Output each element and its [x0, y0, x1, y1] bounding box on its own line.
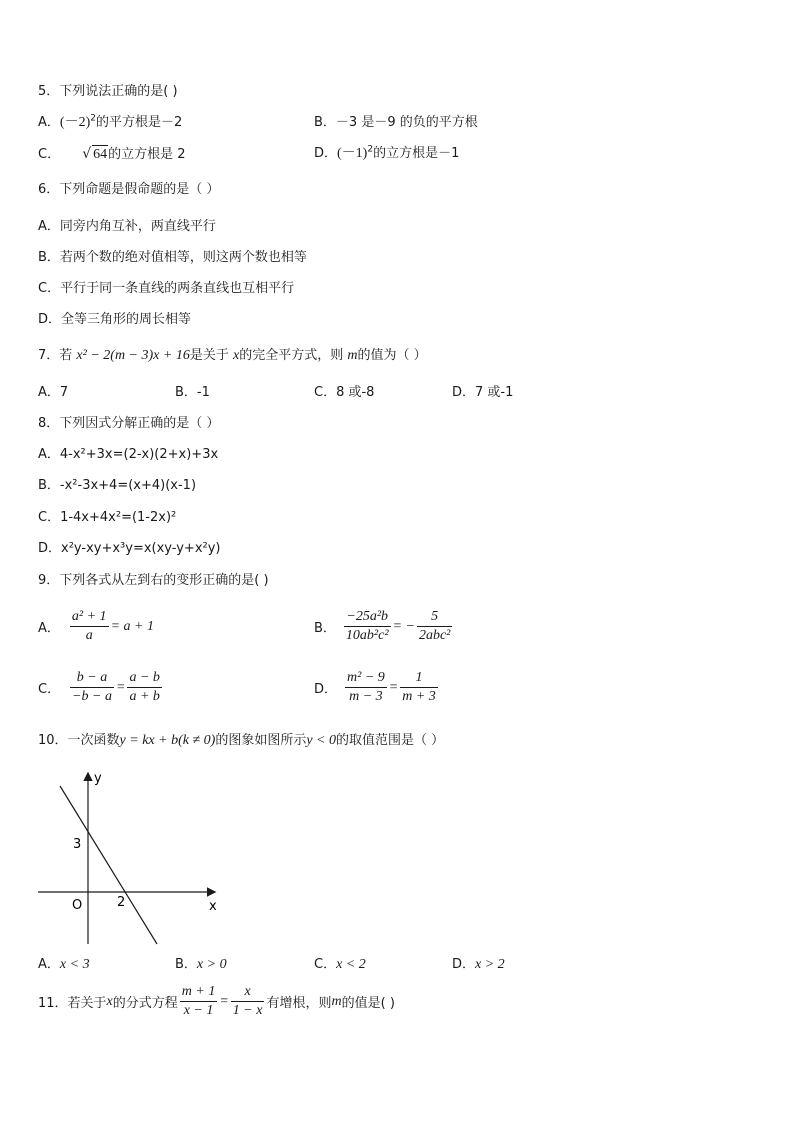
q10-d-expr: x > 2 — [475, 957, 505, 972]
q10-cond: y < 0 — [306, 733, 336, 748]
q6-stem: 6．下列命题是假命题的是（ ） — [38, 182, 220, 197]
q5-d-text: 的立方根是－1 — [373, 146, 460, 161]
q9-option-d — [314, 669, 440, 706]
q9-d-label: D． — [314, 682, 338, 697]
q5-option-b — [314, 114, 478, 132]
q9-a-fraction — [70, 608, 109, 645]
q10-option-c — [314, 956, 366, 974]
q5-b-text: －3 是－9 的负的平方根 — [335, 115, 478, 130]
q9-c-den: −b − a — [72, 689, 112, 704]
q6-option-c: C．平行于同一条直线的两条直线也互相平行 — [38, 281, 295, 296]
q5-d-exp: 2 — [367, 144, 374, 155]
q9-a-num: a² + 1 — [70, 608, 109, 627]
q7-option-d: D．7 或-1 — [452, 385, 514, 400]
q9-d-rnum: 1 — [400, 669, 438, 688]
q10-b-label: B． — [175, 957, 197, 972]
q10-option-b — [175, 956, 227, 974]
q10-b-expr: x > 0 — [196, 957, 227, 972]
q9-c-rnum: a − b — [127, 669, 161, 688]
q5-c-rad: 64 — [93, 147, 108, 162]
q10-mid: 的图象如图所示 — [215, 733, 307, 748]
function-line — [60, 786, 157, 944]
q10-d-label: D． — [452, 957, 476, 972]
sqrt-icon: √ — [82, 146, 92, 162]
q8-option-b: B．-x²-3x+4=(x+4)(x-1) — [38, 478, 197, 493]
q5-option-d — [314, 145, 459, 163]
q9-a-den: a — [85, 628, 93, 643]
q9-c-fraction-left — [70, 669, 114, 706]
q5-option-a — [38, 114, 182, 132]
q10-suffix: 的取值范围是（ ） — [336, 733, 445, 748]
q10-option-a — [38, 956, 90, 974]
q9-b-eq: = − — [392, 618, 415, 634]
q11-mid: 的分式方程 — [112, 996, 178, 1011]
q9-c-label: C． — [38, 682, 61, 697]
x-axis-label: x — [209, 899, 217, 914]
q8-option-d: D．x²y-xy+x³y=x(xy-y+x²y) — [38, 541, 221, 556]
q11-stem — [38, 983, 395, 1020]
origin-label: O — [72, 898, 83, 913]
q6-option-d: D．全等三角形的周长相等 — [38, 312, 192, 327]
q11-mid2: 有增根，则 — [266, 996, 332, 1011]
q5-a-label: A． — [38, 115, 60, 130]
q7-var-x: x — [232, 348, 240, 363]
q10-expr: y = kx + b(k ≠ 0) — [119, 733, 216, 748]
y-axis-label: y — [94, 771, 102, 786]
q10-option-d — [452, 956, 505, 974]
q9-d-den: m − 3 — [349, 689, 383, 704]
q10-a-expr: x < 3 — [59, 957, 90, 972]
q9-a-rhs: = a + 1 — [110, 618, 154, 634]
q6-option-b: B．若两个数的绝对值相等，则这两个数也相等 — [38, 250, 307, 265]
q9-option-a — [38, 608, 154, 645]
q9-c-eq: = — [115, 679, 126, 695]
q6-option-a: A．同旁内角互补，两直线平行 — [38, 219, 216, 234]
q10-a-label: A． — [38, 957, 60, 972]
q9-b-den: 10ab²c² — [345, 628, 389, 643]
q9-d-rden: m + 3 — [402, 689, 436, 704]
q9-stem: 9．下列各式从左到右的变形正确的是( ) — [38, 573, 269, 588]
q9-d-num: m² − 9 — [345, 669, 387, 688]
q5-d-label: D． — [314, 146, 338, 161]
q5-c-text: 的立方根是 2 — [108, 147, 186, 162]
q9-option-c — [38, 669, 164, 706]
q11-eq: = — [219, 993, 229, 1009]
q11-lnum: m + 1 — [180, 983, 218, 1002]
q10-prefix: 10．一次函数 — [38, 733, 120, 748]
q11-suffix: 的值是( ) — [341, 996, 395, 1011]
q9-c-rden: a + b — [129, 689, 160, 704]
q5-b-label: B． — [314, 115, 336, 130]
q9-b-rnum: 5 — [417, 608, 452, 627]
q7-stem — [38, 347, 427, 365]
x-intercept-label: 2 — [117, 895, 126, 910]
q9-a-label: A． — [38, 621, 60, 636]
q5-c-label: C． — [38, 147, 61, 162]
q10-c-expr: x < 2 — [336, 957, 366, 972]
q9-b-num: −25a²b — [344, 608, 391, 627]
q7-mid2: 的完全平方式，则 — [239, 348, 344, 363]
q9-d-eq: = — [388, 679, 399, 695]
q8-option-a: A．4-x²+3x=(2-x)(2+x)+3x — [38, 447, 219, 462]
q9-b-label: B． — [314, 621, 336, 636]
q11-lden: x − 1 — [183, 1003, 214, 1018]
q9-b-fraction-left — [344, 608, 391, 645]
q7-prefix: 7．若 — [38, 348, 73, 363]
q11-prefix: 11．若关于 — [38, 996, 107, 1011]
q5-a-exp: 2 — [90, 113, 96, 124]
q11-rnum: x — [231, 983, 265, 1002]
q7-expr: x² − 2(m − 3)x + 16 — [76, 348, 190, 363]
q7-suffix: 的值为（ ） — [357, 348, 427, 363]
y-intercept-label: 3 — [73, 837, 82, 852]
q9-c-num: b − a — [70, 669, 114, 688]
q10-graph — [30, 764, 230, 950]
q7-mid: 是关于 — [189, 348, 229, 363]
q9-option-b — [314, 608, 454, 645]
q5-stem: 5．下列说法正确的是( ) — [38, 84, 178, 99]
q9-b-rden: 2abc² — [418, 628, 451, 643]
q9-c-fraction-right — [127, 669, 161, 706]
q11-var-m: m — [331, 993, 342, 1009]
q10-c-label: C． — [314, 957, 337, 972]
q5-a-text: 的平方根是－2 — [95, 115, 183, 130]
q7-option-a: A．7 — [38, 385, 69, 400]
q7-option-b: B．-1 — [175, 385, 210, 400]
q11-fraction-right — [231, 983, 265, 1020]
q11-rden: 1 − x — [232, 1003, 263, 1018]
q10-stem — [38, 732, 444, 750]
q7-option-c: C．8 或-8 — [314, 385, 375, 400]
q5-option-c — [38, 145, 186, 164]
q8-stem: 8．下列因式分解正确的是（ ） — [38, 416, 220, 431]
q7-var-m: m — [347, 348, 358, 363]
q5-a-expr: (－2) — [59, 115, 91, 130]
q9-d-fraction-left — [345, 669, 387, 706]
q11-fraction-left — [180, 983, 218, 1020]
q9-d-fraction-right — [400, 669, 438, 706]
q11-var-x: x — [106, 993, 113, 1009]
q8-option-c: C．1-4x+4x²=(1-2x)² — [38, 510, 177, 525]
q5-d-expr: (－1) — [337, 146, 368, 161]
q9-b-fraction-right — [417, 608, 452, 645]
